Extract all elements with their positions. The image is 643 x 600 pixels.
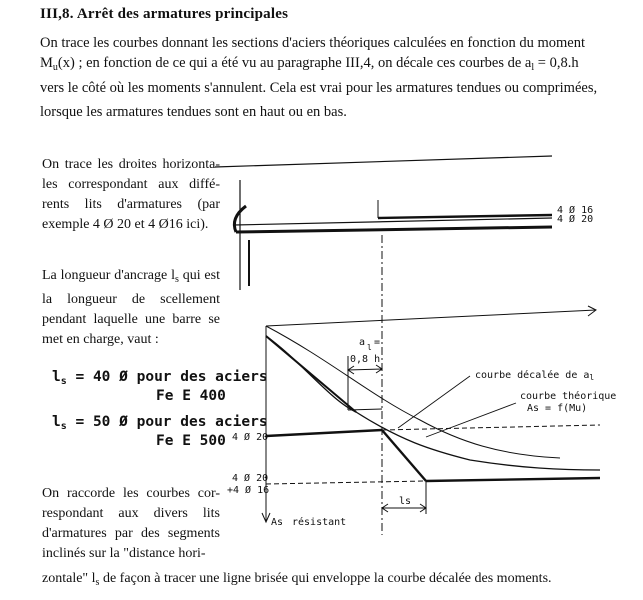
intro-line-4: lorsque les armatures tendues sont en haut ou en bas. — [40, 104, 347, 120]
bar-4-phi-20 — [236, 227, 552, 232]
label-4-phi-16: 4 Ø 16 — [557, 205, 594, 216]
as-axis-suffix: résistant — [292, 517, 347, 528]
level-4-phi-20-plus-16-dashed — [266, 481, 426, 484]
al-value: 0,8 h — [350, 354, 381, 365]
intro-line-3: vers le côté où les moments s'annulent. Cela est vrai pour les armatures tendues ou comprimées, — [40, 80, 598, 96]
paragraph-broken-line: zontale" $l_s$ de façon à tracer une ligne brisée qui enveloppe la courbe décalée des moments. — [42, 571, 552, 588]
intro-line-2: $M_u(x)$ ; en fonction de ce qui a été vu au paragraphe III,4, on décale ces courbes de $a_l = 0,8.h$ — [40, 55, 579, 73]
label-level2-line1: 4 Ø 20 — [232, 473, 269, 484]
curve-theoretical — [266, 326, 560, 458]
al-equals: = — [374, 337, 381, 348]
al-label-sub: l — [367, 343, 372, 352]
as-axis-label: As — [271, 517, 284, 528]
pointer-curve-shifted — [398, 376, 470, 428]
pointer-curve-theory — [426, 403, 516, 437]
al-label: a — [359, 337, 366, 348]
label-curve-shifted: courbe décalée de $a_l$ — [475, 370, 595, 382]
label-curve-theory: courbe théorique — [520, 391, 617, 402]
x-axis-arrow — [588, 306, 596, 316]
label-level2-line2: +4 Ø 16 — [227, 485, 270, 496]
level-4-phi-20-dashed — [382, 425, 600, 430]
formula-fe400-line2: Fe E 400 — [156, 388, 226, 404]
paragraph-anchorage-length: La longueur d'ancrage $l_s$ qui est la longueur de scellement pendant laquelle une barre se met en charge, vaut : — [42, 268, 220, 347]
intro-line-1: On trace les courbes donnant les sections d'aciers théoriques calculées en fonction du moment — [40, 35, 585, 51]
beam-bar-line — [234, 218, 552, 225]
formula-fe500-line1: $l_s = 50$ Ø pour des aciers — [52, 414, 268, 432]
label-4-phi-20-top: 4 Ø 20 — [557, 214, 594, 225]
curve-shifted-bold — [266, 336, 356, 412]
ls-label: ls — [399, 496, 412, 507]
bar-4-phi-16 — [378, 215, 552, 218]
level-4-phi-20 — [266, 430, 382, 436]
al-dimension-line — [348, 369, 382, 370]
formula-fe500-line2: Fe E 500 — [156, 433, 226, 449]
level-4-phi-20-plus-16 — [426, 478, 600, 481]
paragraph-connect-curves: On raccorde les courbes cor-respondant aux divers lits d'armatures par des segments inclinés sur la "distance hori- — [42, 486, 220, 561]
label-level-4-phi-20: 4 Ø 20 — [232, 432, 269, 443]
label-curve-theory-eq: As = f(Mu) — [527, 403, 588, 414]
beam-top-edge — [215, 156, 552, 167]
x-axis — [266, 310, 596, 326]
paragraph-horizontal-lines: On trace les droites horizonta-les correspondant aux diffé-rents lits d'armatures (par exemple 4 Ø 20 et 4 Ø16 ici). — [42, 157, 220, 232]
section-title: III,8. Arrêt des armatures principales — [40, 6, 289, 22]
formula-fe400-line1: $l_s = 40$ Ø pour des aciers — [52, 369, 268, 387]
